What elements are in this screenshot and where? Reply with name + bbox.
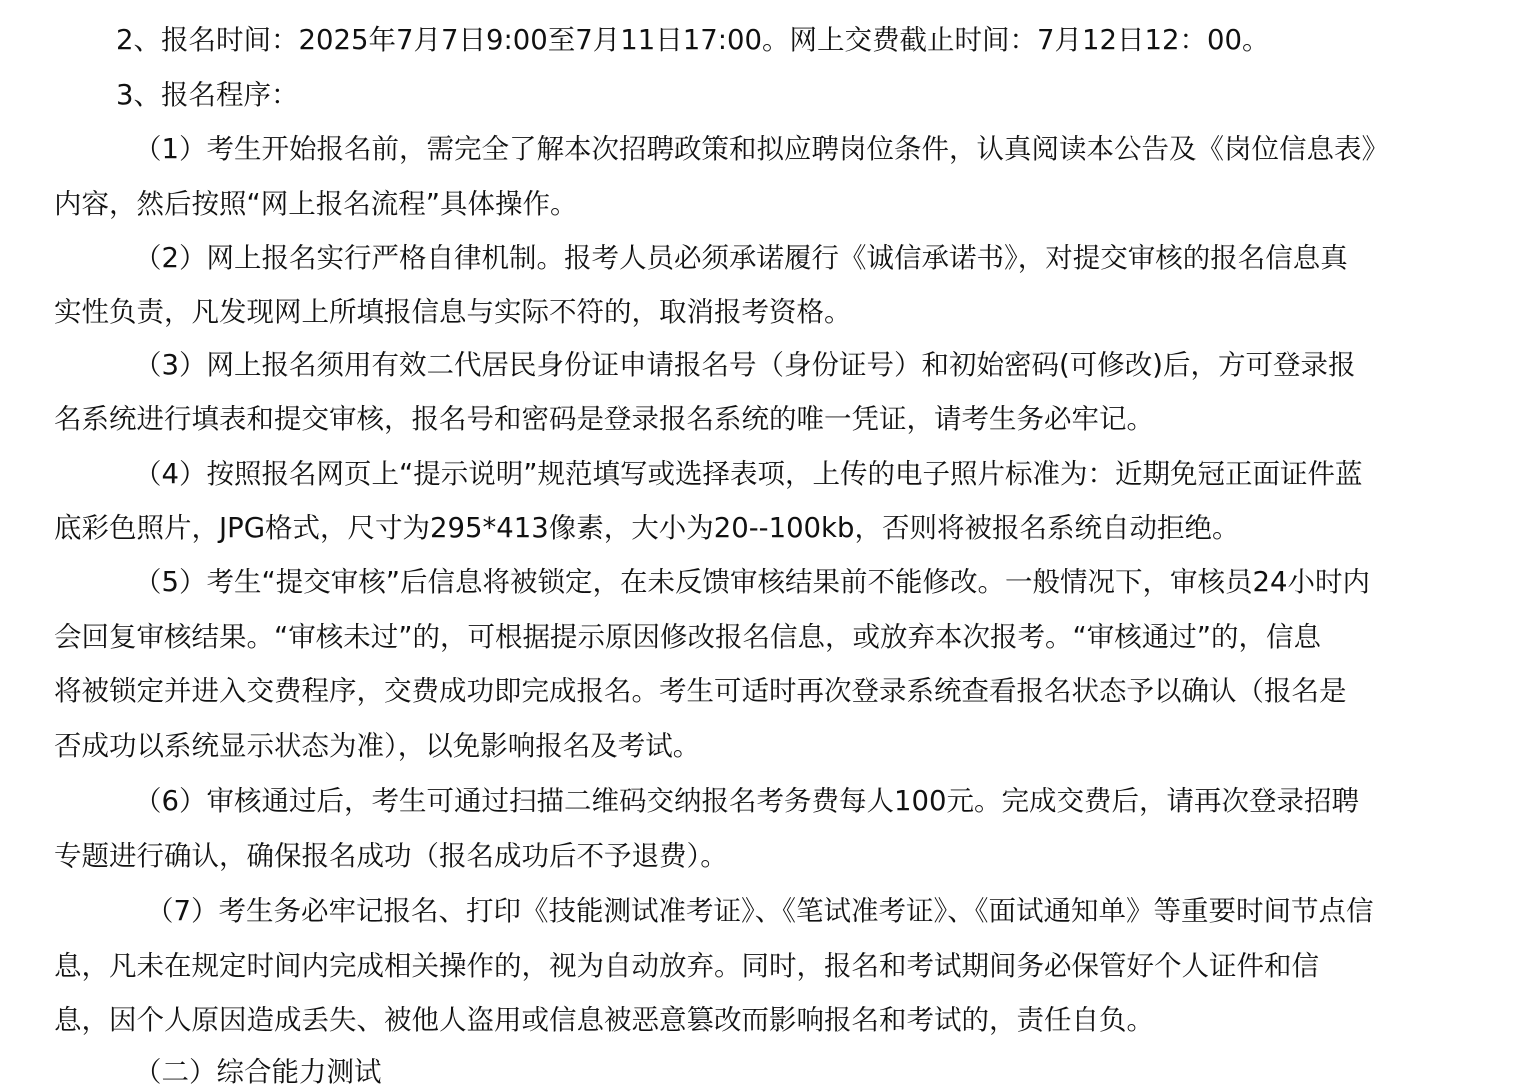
item-6-line-1: （6）审核通过后，考生可通过扫描二维码交纳报名考务费每人100元。完成交费后，请再次登录招聘: [134, 785, 1359, 817]
item-1-line-2: 内容，然后按照“网上报名流程”具体操作。: [54, 188, 578, 220]
item-7-line-3: 息，因个人原因造成丢失、被他人盗用或信息被恶意篡改而影响报名和考试的，责任自负。: [54, 1004, 1154, 1036]
item-5-line-1: （5）考生“提交审核”后信息将被锁定，在未反馈审核结果前不能修改。一般情况下，审核员24小时内: [134, 566, 1370, 598]
item-5-line-2: 会回复审核结果。“审核未过”的，可根据提示原因修改报名信息，或放弃本次报考。“审核通过”的，信息: [54, 621, 1321, 653]
item-7-line-1: （7）考生务必牢记报名、打印《技能测试准考证》、《笔试准考证》、《面试通知单》等重要时间节点信: [146, 895, 1374, 927]
section-heading-comprehensive-test: （二）综合能力测试: [134, 1056, 382, 1088]
item-5-line-4: 否成功以系统显示状态为准），以免影响报名及考试。: [54, 730, 701, 762]
item-6-line-2: 专题进行确认，确保报名成功（报名成功后不予退费）。: [54, 840, 728, 872]
item-3-line-2: 名系统进行填表和提交审核，报名号和密码是登录报名系统的唯一凭证，请考生务必牢记。: [54, 403, 1154, 435]
registration-time-line: 2、报名时间：2025年7月7日9:00至7月11日17:00。网上交费截止时间：7月12日12：00。: [116, 24, 1270, 56]
item-3-line-1: （3）网上报名须用有效二代居民身份证申请报名号（身份证号）和初始密码(可修改)后，方可登录报: [134, 349, 1356, 381]
item-2-line-2: 实性负责，凡发现网上所填报信息与实际不符的，取消报考资格。: [54, 296, 852, 328]
item-2-line-1: （2）网上报名实行严格自律机制。报考人员必须承诺履行《诚信承诺书》，对提交审核的报名信息真: [134, 242, 1348, 274]
item-4-line-1: （4）按照报名网页上“提示说明”规范填写或选择表项，上传的电子照片标准为：近期免冠正面证件蓝: [134, 458, 1363, 490]
item-1-line-1: （1）考生开始报名前，需完全了解本次招聘政策和拟应聘岗位条件，认真阅读本公告及《岗位信息表》: [134, 133, 1389, 165]
registration-procedure-heading: 3、报名程序：: [116, 79, 299, 111]
item-4-line-2: 底彩色照片，JPG格式，尺寸为295*413像素，大小为20--100kb，否则将被报名系统自动拒绝。: [54, 512, 1240, 544]
item-5-line-3: 将被锁定并进入交费程序，交费成功即完成报名。考生可适时再次登录系统查看报名状态予以确认（报名是: [54, 675, 1347, 707]
item-7-line-2: 息，凡未在规定时间内完成相关操作的，视为自动放弃。同时，报名和考试期间务必保管好个人证件和信: [54, 950, 1319, 982]
